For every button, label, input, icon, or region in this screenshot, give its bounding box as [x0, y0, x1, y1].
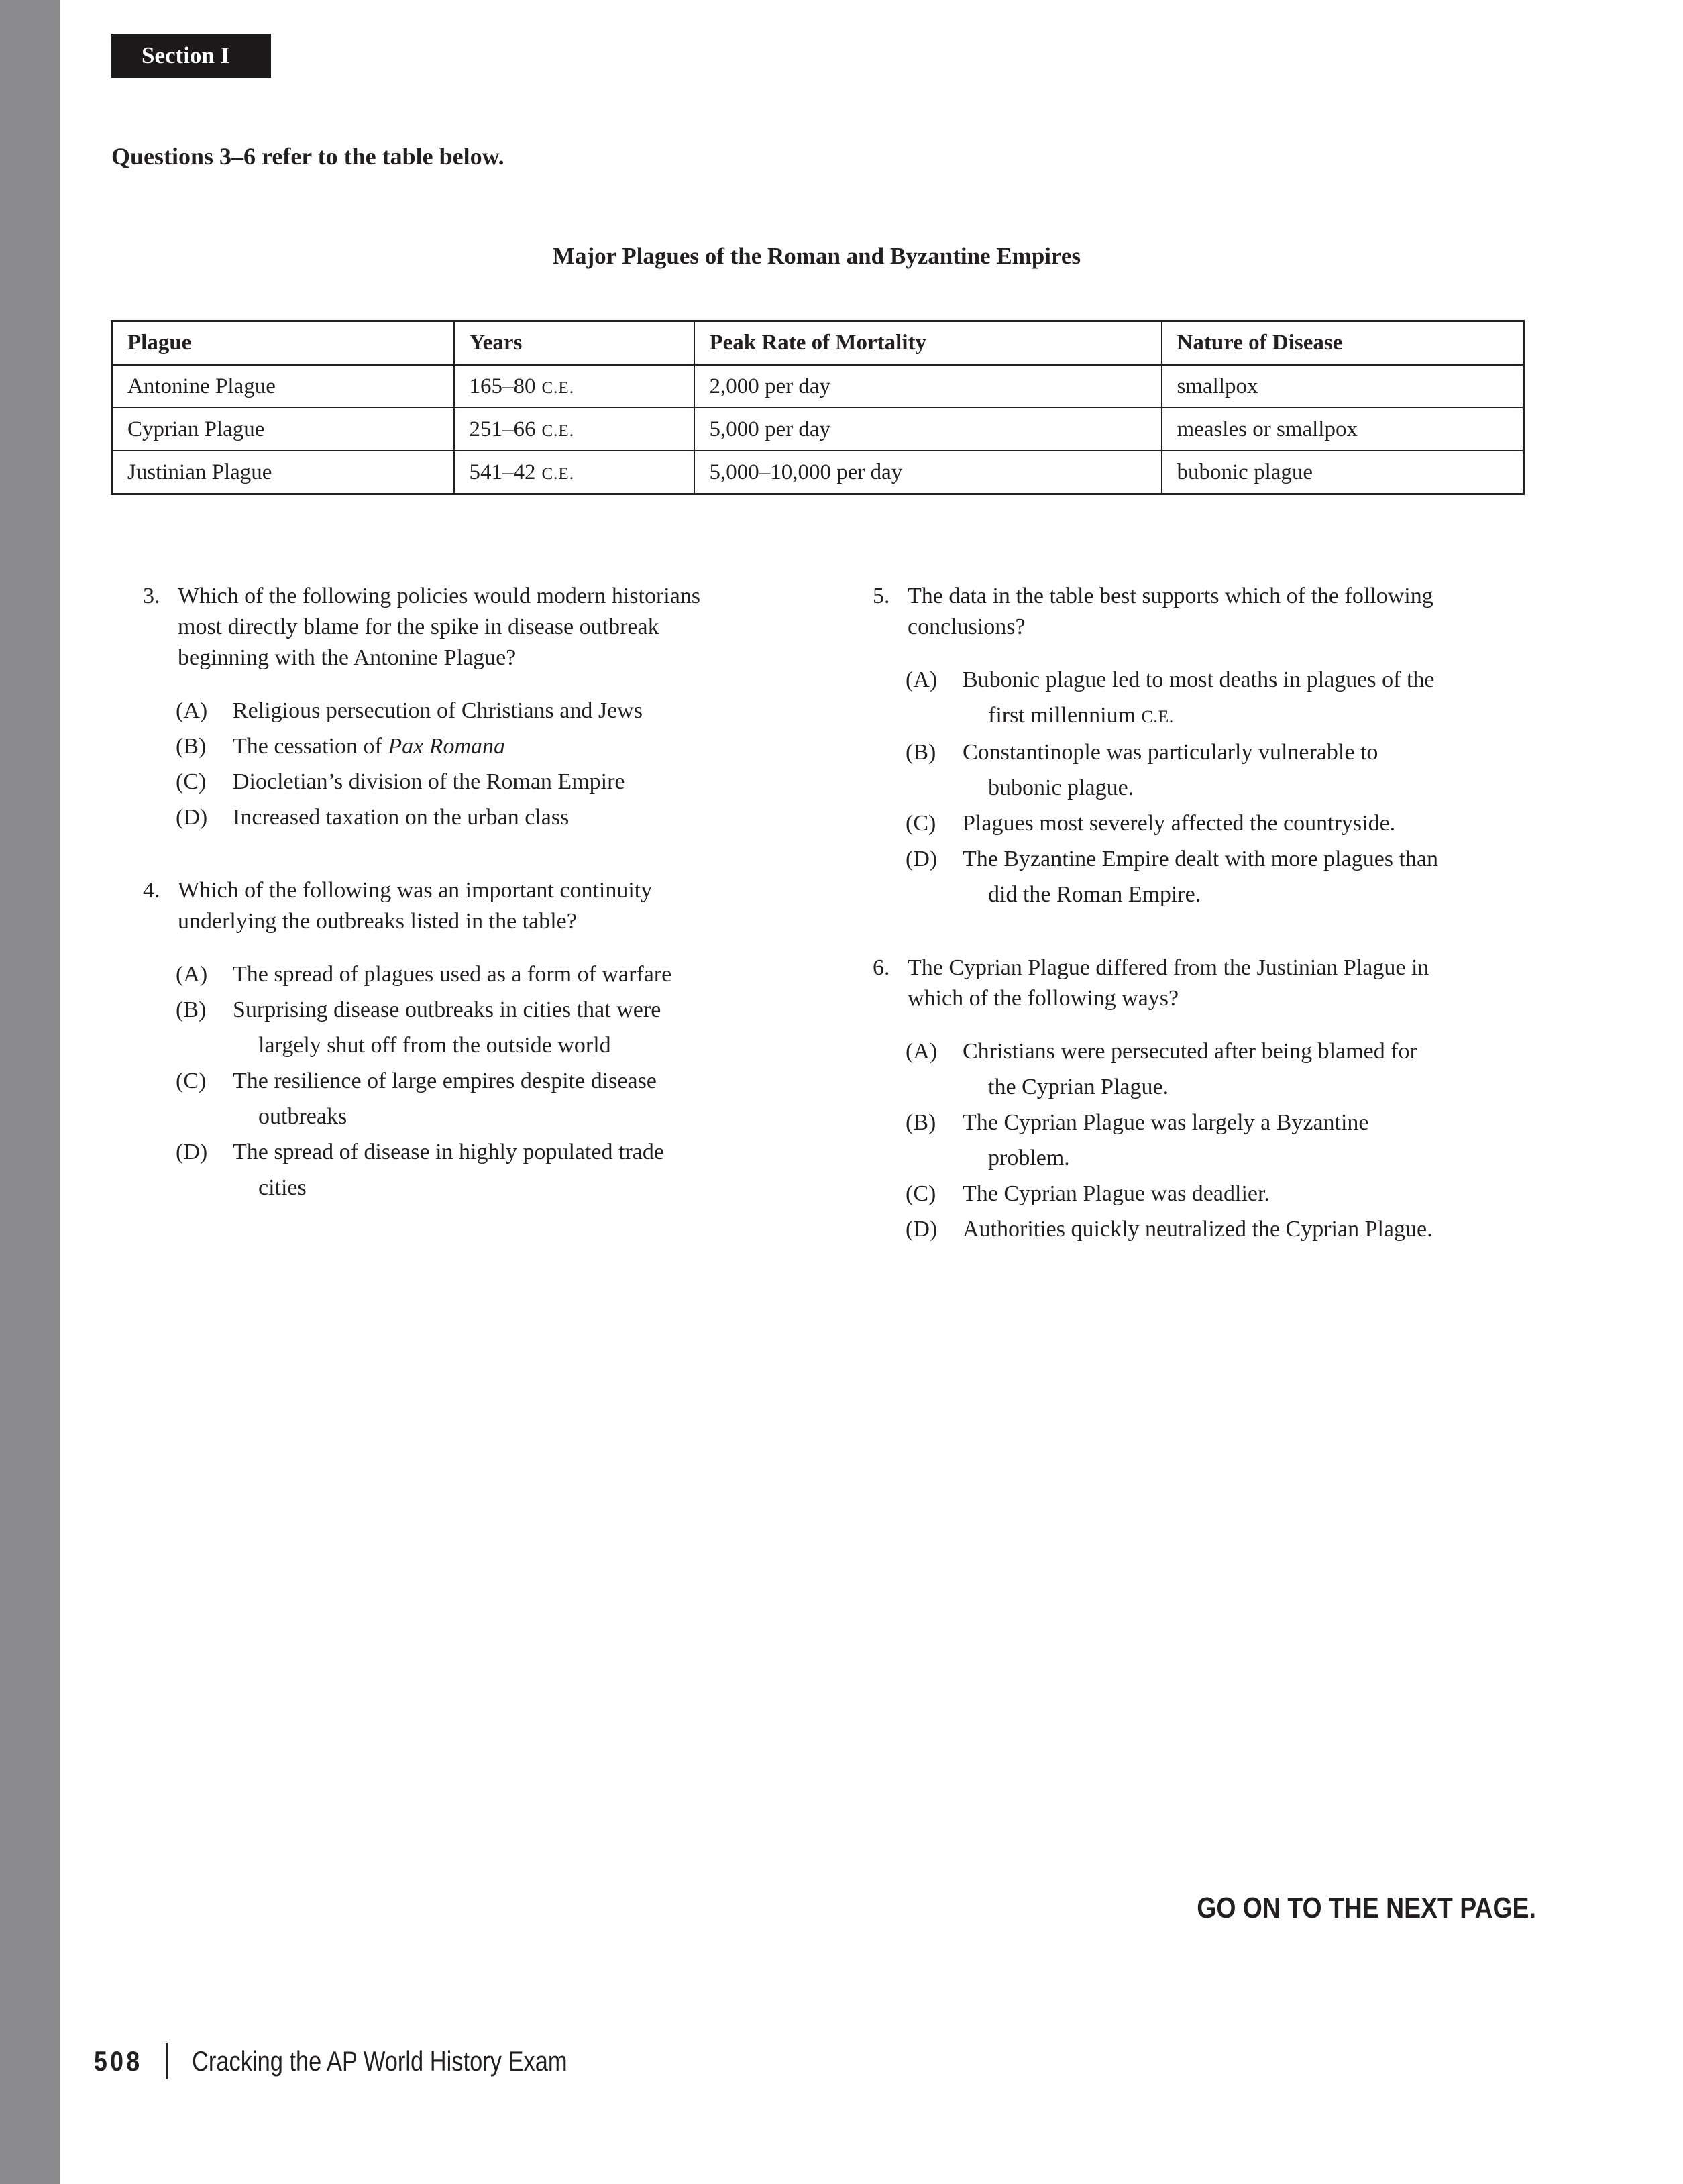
disease-cell: smallpox	[1162, 365, 1524, 408]
option-line: did the Roman Empire.	[988, 882, 1201, 907]
column-header-mortality: Peak Rate of Mortality	[694, 321, 1162, 365]
questions-left-column	[143, 581, 861, 1205]
question-5	[873, 581, 1617, 912]
years-cell	[454, 365, 694, 408]
table-title: Major Plagues of the Roman and Byzantine Empires	[552, 243, 1081, 269]
question-3-option-b	[176, 728, 861, 764]
section-label: Section I	[142, 42, 230, 68]
question-5-option-c	[906, 806, 1617, 841]
question-number: 3.	[143, 584, 160, 608]
option-label: (A)	[176, 962, 208, 987]
option-line: The Byzantine Empire dealt with more plagues than	[963, 847, 1439, 871]
option-text	[233, 693, 861, 728]
option-text	[233, 800, 861, 835]
option-text-run: first millennium	[988, 703, 1142, 728]
question-5-option-b	[906, 734, 1617, 806]
question-5-stem	[873, 581, 1617, 643]
option-text	[963, 806, 1617, 841]
question-5-option-a	[906, 662, 1617, 734]
option-text	[963, 841, 1617, 912]
questions-intro-text: Questions 3–6 refer to the table below.	[111, 143, 504, 170]
question-line: conclusions?	[908, 614, 1026, 639]
plague-cell: Antonine Plague	[112, 365, 454, 408]
question-3-option-a	[176, 693, 861, 728]
option-line: cities	[258, 1175, 307, 1200]
question-3-option-c	[176, 764, 861, 800]
option-line: Surprising disease outbreaks in cities that were	[233, 997, 661, 1022]
question-line: The Cyprian Plague differed from the Justinian Plague in	[908, 955, 1429, 980]
question-text	[908, 581, 1617, 643]
option-text	[233, 992, 861, 1063]
question-3-options	[176, 693, 861, 835]
mortality-cell: 5,000 per day	[694, 408, 1162, 451]
option-line	[963, 698, 1617, 734]
question-3	[143, 581, 861, 835]
question-6-option-a	[906, 1034, 1617, 1105]
option-line: The Cyprian Plague was largely a Byzantine	[963, 1110, 1369, 1135]
italic-term: Pax Romana	[388, 734, 505, 759]
question-text	[908, 952, 1617, 1014]
option-text	[963, 1211, 1617, 1247]
question-4-option-b	[176, 992, 861, 1063]
option-label: (C)	[176, 769, 207, 794]
option-line: problem.	[988, 1146, 1070, 1170]
years-value: 541–42	[469, 459, 536, 484]
option-text	[233, 764, 861, 800]
option-line: Religious persecution of Christians and Jews	[233, 698, 643, 723]
option-line: Plagues most severely affected the countryside.	[963, 811, 1396, 836]
era-label: C.E.	[541, 378, 574, 397]
option-text	[963, 734, 1617, 806]
question-4-options	[176, 957, 861, 1205]
column-header-years: Years	[454, 321, 694, 365]
option-text	[233, 728, 861, 764]
question-6-option-d	[906, 1211, 1617, 1247]
option-text	[233, 1063, 861, 1134]
option-line: Authorities quickly neutralized the Cyprian Plague.	[963, 1217, 1433, 1242]
option-text	[233, 1134, 861, 1205]
option-label: (D)	[906, 847, 938, 871]
book-title: Cracking the AP World History Exam	[192, 2045, 567, 2077]
question-4	[143, 875, 861, 1205]
option-line: The resilience of large empires despite disease	[233, 1069, 657, 1093]
go-on-notice: GO ON TO THE NEXT PAGE.	[1197, 1892, 1536, 1924]
years-value: 251–66	[469, 417, 536, 441]
plague-table	[111, 320, 1525, 495]
option-line: Bubonic plague led to most deaths in plagues of the	[963, 667, 1435, 692]
plague-cell: Justinian Plague	[112, 451, 454, 494]
option-label: (B)	[906, 1110, 936, 1135]
option-line: the Cyprian Plague.	[988, 1075, 1169, 1099]
question-6-option-b	[906, 1105, 1617, 1176]
years-cell	[454, 451, 694, 494]
era-label: C.E.	[541, 421, 574, 440]
table-row	[112, 451, 1524, 494]
question-3-stem	[143, 581, 861, 673]
question-6-option-c	[906, 1176, 1617, 1211]
footer-divider	[166, 2043, 168, 2079]
disease-cell: bubonic plague	[1162, 451, 1524, 494]
table-row	[112, 365, 1524, 408]
option-line	[233, 728, 861, 764]
option-text	[963, 1176, 1617, 1211]
option-label: (D)	[176, 1140, 208, 1164]
option-line: Increased taxation on the urban class	[233, 805, 569, 830]
option-label: (C)	[906, 811, 936, 836]
era-label: C.E.	[541, 464, 574, 483]
question-line: The data in the table best supports which of the following	[908, 584, 1433, 608]
questions-right-column	[873, 581, 1617, 1247]
option-label: (C)	[176, 1069, 207, 1093]
question-4-option-d	[176, 1134, 861, 1205]
mortality-cell: 2,000 per day	[694, 365, 1162, 408]
option-label: (B)	[906, 740, 936, 765]
question-5-options	[906, 662, 1617, 912]
question-number: 5.	[873, 584, 890, 608]
question-line: underlying the outbreaks listed in the table?	[178, 909, 577, 934]
option-text	[963, 1034, 1617, 1105]
option-line: The Cyprian Plague was deadlier.	[963, 1181, 1270, 1206]
option-label: (C)	[906, 1181, 936, 1206]
section-header	[111, 34, 271, 78]
table-row	[112, 408, 1524, 451]
option-line: largely shut off from the outside world	[258, 1033, 611, 1058]
question-6-options	[906, 1034, 1617, 1247]
disease-cell: measles or smallpox	[1162, 408, 1524, 451]
question-3-option-d	[176, 800, 861, 835]
option-line: The spread of plagues used as a form of warfare	[233, 962, 672, 987]
table-header-row	[112, 321, 1524, 365]
question-number: 4.	[143, 878, 160, 903]
column-header-disease: Nature of Disease	[1162, 321, 1524, 365]
option-text	[233, 957, 861, 992]
option-label: (A)	[906, 1039, 938, 1064]
question-text	[178, 875, 861, 937]
question-line: Which of the following was an important continuity	[178, 878, 653, 903]
option-line: outbreaks	[258, 1104, 347, 1129]
option-text	[963, 662, 1617, 734]
option-line: Diocletian’s division of the Roman Empire	[233, 769, 625, 794]
option-text	[963, 1105, 1617, 1176]
question-number: 6.	[873, 955, 890, 980]
option-line: Constantinople was particularly vulnerable to	[963, 740, 1378, 765]
era-label: C.E.	[1141, 707, 1174, 726]
option-label: (A)	[906, 667, 938, 692]
option-label: (D)	[176, 805, 208, 830]
question-6-stem	[873, 952, 1617, 1014]
question-line: Which of the following policies would modern historians	[178, 584, 701, 608]
question-text	[178, 581, 861, 673]
column-header-plague: Plague	[112, 321, 454, 365]
question-line: which of the following ways?	[908, 986, 1179, 1011]
left-margin-bar	[0, 0, 60, 2184]
option-line: The spread of disease in highly populated trade	[233, 1140, 664, 1164]
years-cell	[454, 408, 694, 451]
question-line: beginning with the Antonine Plague?	[178, 645, 517, 670]
page-number: 508	[94, 2045, 143, 2077]
question-4-option-c	[176, 1063, 861, 1134]
option-label: (D)	[906, 1217, 938, 1242]
question-line: most directly blame for the spike in disease outbreak	[178, 614, 659, 639]
option-text-run: The cessation of	[233, 734, 388, 759]
page-footer	[94, 2043, 649, 2079]
question-4-stem	[143, 875, 861, 937]
plague-cell: Cyprian Plague	[112, 408, 454, 451]
option-label: (B)	[176, 734, 207, 759]
option-label: (A)	[176, 698, 208, 723]
option-label: (B)	[176, 997, 207, 1022]
question-4-option-a	[176, 957, 861, 992]
option-line: Christians were persecuted after being blamed for	[963, 1039, 1417, 1064]
question-6	[873, 952, 1617, 1247]
option-line: bubonic plague.	[988, 775, 1134, 800]
mortality-cell: 5,000–10,000 per day	[694, 451, 1162, 494]
years-value: 165–80	[469, 374, 536, 398]
question-5-option-d	[906, 841, 1617, 912]
